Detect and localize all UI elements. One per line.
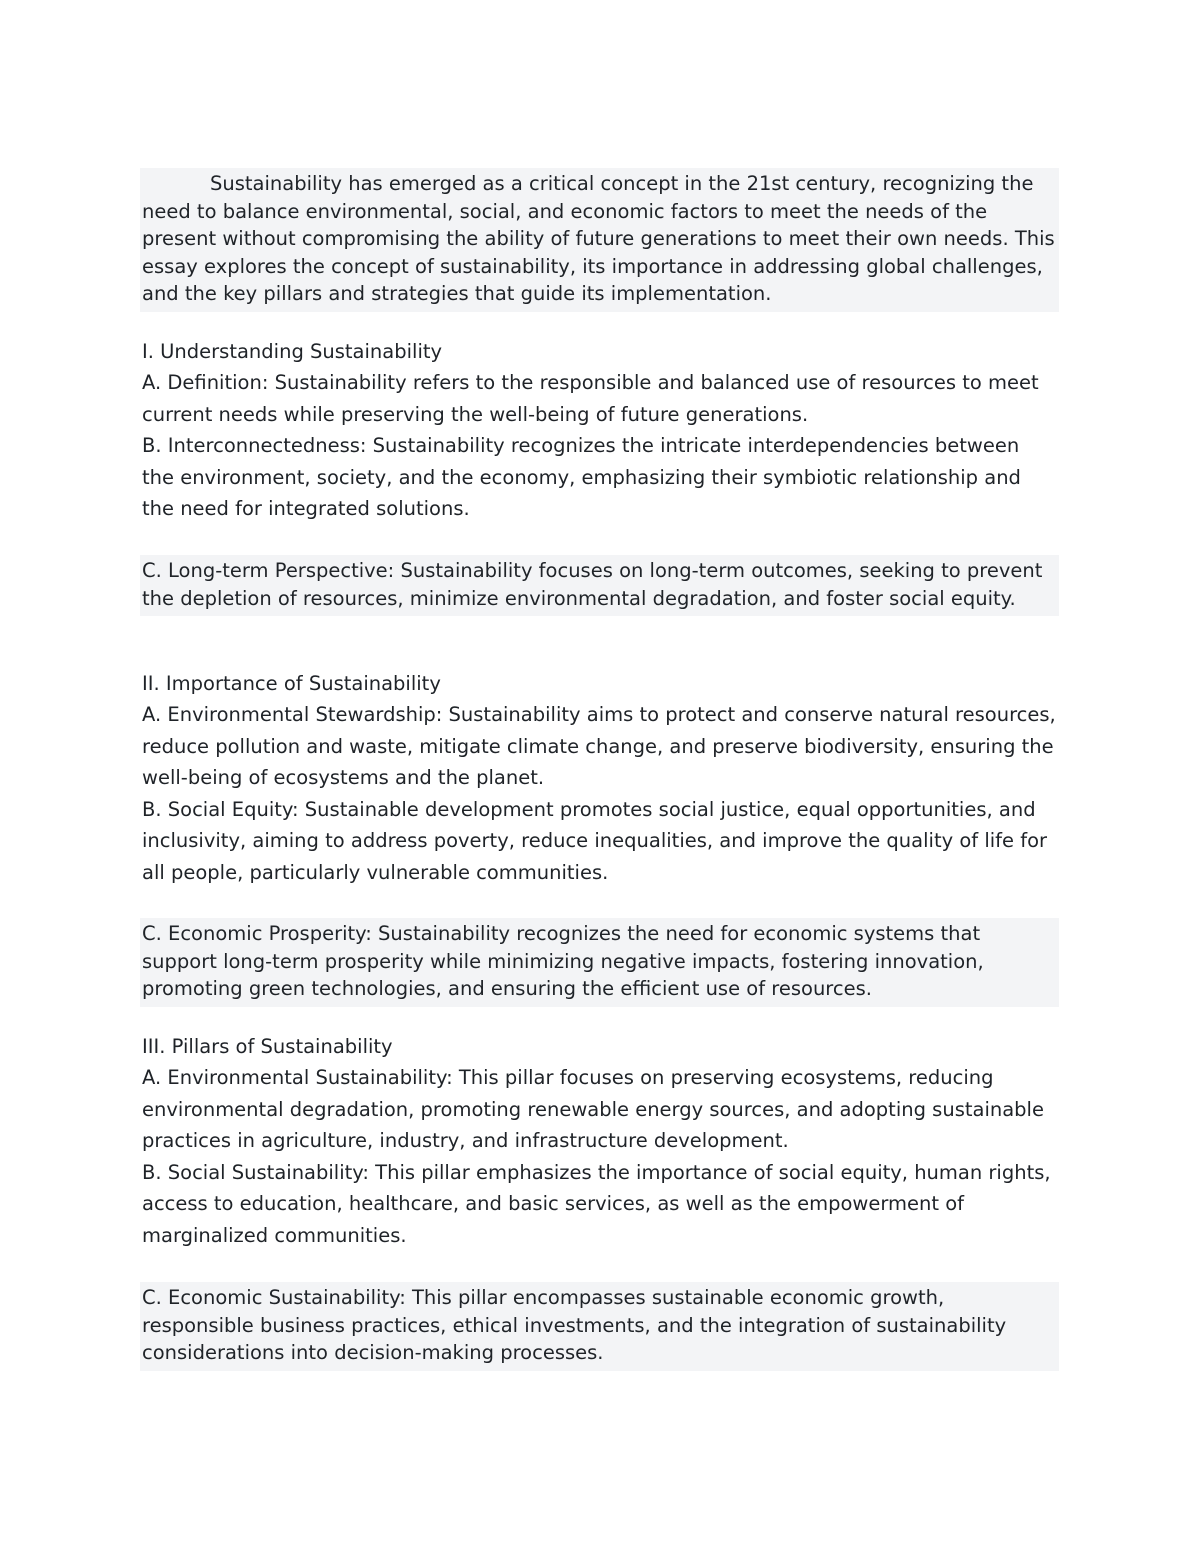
section-item-c: C. Long-term Perspective: Sustainability focuses on long-term outcomes, seeking to prevent the depletion of resources, minimize environmental degradation, and foster social equity. [142,559,1043,610]
intro-text: Sustainability has emerged as a critical concept in the 21st century, recognizing the need to balance environmental, social, and economic factors to meet the needs of the present without compromising the ability of future generations to meet their own needs. This essay explores the concept of sustainability, its importance in addressing global challenges, and the key pillars and strategies that guide its implementation. [142,172,1055,306]
section-3-item-c-paragraph [140,1282,1059,1371]
section-3-outline [140,1031,1059,1252]
section-item-c: C. Economic Sustainability: This pillar encompasses sustainable economic growth, responsible business practices, ethical investments, and the integration of sustainability considerations into decision-making processes. [142,1286,1007,1365]
section-item-a: A. Definition: Sustainability refers to the responsible and balanced use of resources to meet current needs while preserving the well-being of future generations. [142,371,1039,426]
intro-paragraph [140,168,1059,312]
section-2-item-c-paragraph [140,918,1059,1007]
section-item-a: A. Environmental Sustainability: This pillar focuses on preserving ecosystems, reducing environmental degradation, promoting renewable energy sources, and adopting sustainable practices in agriculture, industry, and infrastructure development. [142,1066,1044,1153]
section-item-c: C. Economic Prosperity: Sustainability recognizes the need for economic systems that support long-term prosperity while minimizing negative impacts, fostering innovation, promoting green technologies, and ensuring the efficient use of resources. [142,922,984,1001]
section-1-outline [140,336,1059,525]
section-item-b: B. Social Equity: Sustainable development promotes social justice, equal opportunities, and inclusivity, aiming to address poverty, reduce inequalities, and improve the quality of life for all people, particularly vulnerable communities. [142,797,1048,884]
section-heading: I. Understanding Sustainability [142,340,443,363]
section-item-b: B. Interconnectedness: Sustainability recognizes the intricate interdependencies between the environment, society, and the economy, emphasizing their symbiotic relationship and the need for integrated solutions. [142,434,1021,521]
section-1-item-c-paragraph [140,555,1059,616]
section-heading: III. Pillars of Sustainability [142,1035,393,1058]
section-item-b: B. Social Sustainability: This pillar emphasizes the importance of social equity, human rights, access to education, healthcare, and basic services, as well as the empowerment of marginalized communities. [142,1160,1051,1247]
section-2-outline [140,668,1059,889]
section-item-a: A. Environmental Stewardship: Sustainability aims to protect and conserve natural resources, reduce pollution and waste, mitigate climate change, and preserve biodiversity, ensuring the well-being of ecosystems and the planet. [142,703,1056,790]
section-heading: II. Importance of Sustainability [142,672,441,695]
